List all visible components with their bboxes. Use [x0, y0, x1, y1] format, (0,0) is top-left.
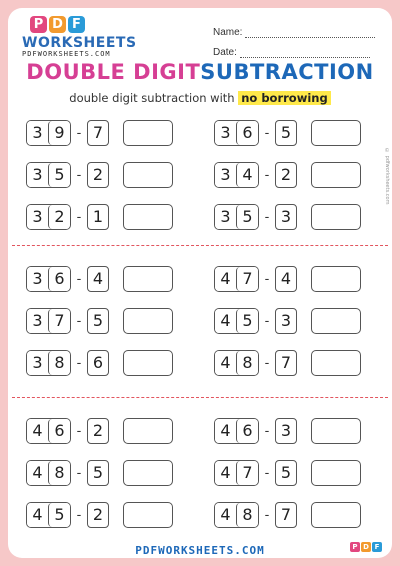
subtrahend-digit: 3	[275, 204, 297, 230]
minuend-tens-digit: 3	[27, 309, 48, 333]
minuend-tens-digit: 3	[27, 121, 48, 145]
logo-word: WORKSHEETS	[22, 35, 137, 51]
minuend-ones-digit: 5	[236, 205, 258, 229]
minuend-box	[214, 120, 259, 146]
minus-sign: -	[76, 271, 82, 287]
minus-sign: -	[264, 465, 270, 481]
minuend-tens-digit: 3	[27, 205, 48, 229]
minus-sign: -	[76, 209, 82, 225]
minuend-box	[214, 162, 259, 188]
minuend-tens-digit: 3	[27, 267, 48, 291]
subtraction-problem	[26, 350, 173, 376]
subtrahend-digit: 5	[87, 460, 109, 486]
subtrahend-digit: 5	[87, 308, 109, 334]
subtraction-problem	[26, 204, 173, 230]
minuend-ones-digit: 6	[236, 419, 258, 443]
minuend-ones-digit: 5	[48, 503, 70, 527]
minuend-box	[26, 350, 71, 376]
minuend-tens-digit: 4	[27, 461, 48, 485]
minuend-box	[26, 120, 71, 146]
subtraction-problem	[26, 418, 173, 444]
minuend-ones-digit: 7	[48, 309, 70, 333]
minuend-tens-digit: 4	[215, 267, 236, 291]
minus-sign: -	[76, 167, 82, 183]
mini-letter-p: P	[350, 542, 360, 552]
footer-site: PDFWORKSHEETS.COM	[135, 544, 265, 557]
subtraction-problem	[214, 204, 361, 230]
minuend-box	[26, 308, 71, 334]
subtraction-problem	[26, 460, 173, 486]
minuend-ones-digit: 2	[48, 205, 70, 229]
minus-sign: -	[264, 507, 270, 523]
minuend-tens-digit: 4	[27, 503, 48, 527]
answer-box[interactable]	[123, 460, 173, 486]
mini-letter-f: F	[372, 542, 382, 552]
minuend-ones-digit: 9	[48, 121, 70, 145]
answer-box[interactable]	[123, 418, 173, 444]
minuend-tens-digit: 4	[215, 419, 236, 443]
answer-box[interactable]	[311, 350, 361, 376]
answer-box[interactable]	[311, 308, 361, 334]
minuend-tens-digit: 3	[215, 205, 236, 229]
subtrahend-digit: 6	[87, 350, 109, 376]
minus-sign: -	[264, 423, 270, 439]
minuend-ones-digit: 6	[48, 267, 70, 291]
answer-box[interactable]	[123, 502, 173, 528]
subtrahend-digit: 5	[275, 460, 297, 486]
minuend-tens-digit: 4	[27, 419, 48, 443]
subtraction-problem	[26, 308, 173, 334]
subtrahend-digit: 7	[275, 350, 297, 376]
minuend-tens-digit: 4	[215, 351, 236, 375]
copyright-note: © pdfworksheets.com	[384, 148, 390, 205]
answer-box[interactable]	[123, 162, 173, 188]
section-divider-2	[12, 397, 388, 398]
answer-box[interactable]	[311, 502, 361, 528]
answer-box[interactable]	[123, 308, 173, 334]
subtrahend-digit: 7	[275, 502, 297, 528]
minuend-tens-digit: 3	[215, 121, 236, 145]
subtrahend-digit: 4	[87, 266, 109, 292]
minuend-box	[26, 204, 71, 230]
date-label: Date:	[213, 47, 237, 58]
minuend-box	[26, 266, 71, 292]
name-label: Name:	[213, 27, 243, 38]
minuend-tens-digit: 3	[215, 163, 236, 187]
minus-sign: -	[76, 125, 82, 141]
title-part-2: SUBTRACTION	[200, 60, 374, 84]
minuend-box	[214, 502, 259, 528]
minuend-ones-digit: 8	[48, 461, 70, 485]
subtraction-problem	[214, 502, 361, 528]
minuend-box	[26, 162, 71, 188]
minuend-tens-digit: 3	[27, 163, 48, 187]
answer-box[interactable]	[123, 204, 173, 230]
subtrahend-digit: 5	[275, 120, 297, 146]
minus-sign: -	[76, 507, 82, 523]
subtraction-problem	[214, 266, 361, 292]
minuend-tens-digit: 3	[27, 351, 48, 375]
minus-sign: -	[264, 125, 270, 141]
subtitle-highlight: no borrowing	[238, 91, 330, 105]
problems-area	[8, 8, 392, 558]
subtraction-problem	[26, 266, 173, 292]
subtitle-text: double digit subtraction with	[69, 91, 235, 105]
subtraction-problem	[214, 350, 361, 376]
minuend-box	[26, 460, 71, 486]
minuend-ones-digit: 8	[48, 351, 70, 375]
logo-letter-d: D	[49, 16, 66, 33]
minuend-tens-digit: 4	[215, 309, 236, 333]
title-part-1: DOUBLE DIGIT	[26, 60, 201, 84]
minus-sign: -	[76, 313, 82, 329]
minuend-box	[214, 350, 259, 376]
subtrahend-digit: 2	[87, 418, 109, 444]
answer-box[interactable]	[123, 350, 173, 376]
minuend-box	[214, 204, 259, 230]
minuend-ones-digit: 7	[236, 461, 258, 485]
minuend-box	[214, 266, 259, 292]
minuend-ones-digit: 5	[48, 163, 70, 187]
subtrahend-digit: 3	[275, 308, 297, 334]
subtraction-problem	[214, 308, 361, 334]
subtrahend-digit: 2	[275, 162, 297, 188]
section-divider-1	[12, 245, 388, 246]
worksheet-page	[8, 8, 392, 558]
minuend-tens-digit: 4	[215, 503, 236, 527]
minuend-box	[26, 502, 71, 528]
subtrahend-digit: 2	[87, 502, 109, 528]
minus-sign: -	[264, 271, 270, 287]
answer-box[interactable]	[311, 162, 361, 188]
subtrahend-digit: 7	[87, 120, 109, 146]
logo-site: PDFWORKSHEETS.COM	[22, 50, 111, 58]
minuend-ones-digit: 8	[236, 351, 258, 375]
minus-sign: -	[76, 423, 82, 439]
minuend-ones-digit: 5	[236, 309, 258, 333]
subtrahend-digit: 3	[275, 418, 297, 444]
minus-sign: -	[264, 209, 270, 225]
subtraction-problem	[214, 162, 361, 188]
answer-box[interactable]	[311, 266, 361, 292]
answer-box[interactable]	[311, 418, 361, 444]
subtraction-problem	[214, 120, 361, 146]
subtrahend-digit: 4	[275, 266, 297, 292]
minuend-ones-digit: 8	[236, 503, 258, 527]
minus-sign: -	[76, 465, 82, 481]
minuend-box	[214, 418, 259, 444]
mini-letter-d: D	[361, 542, 371, 552]
subtrahend-digit: 2	[87, 162, 109, 188]
minus-sign: -	[264, 355, 270, 371]
minus-sign: -	[264, 313, 270, 329]
answer-box[interactable]	[123, 120, 173, 146]
minuend-box	[214, 308, 259, 334]
logo-letter-f: F	[68, 16, 85, 33]
answer-box[interactable]	[311, 120, 361, 146]
footer-mini-logo	[350, 542, 382, 552]
minus-sign: -	[76, 355, 82, 371]
subtraction-problem	[26, 162, 173, 188]
minuend-ones-digit: 6	[48, 419, 70, 443]
subtraction-problem	[214, 418, 361, 444]
minuend-box	[214, 460, 259, 486]
minuend-ones-digit: 6	[236, 121, 258, 145]
answer-box[interactable]	[311, 204, 361, 230]
answer-box[interactable]	[123, 266, 173, 292]
minuend-box	[26, 418, 71, 444]
subtraction-problem	[214, 460, 361, 486]
subtrahend-digit: 1	[87, 204, 109, 230]
minuend-tens-digit: 4	[215, 461, 236, 485]
logo-letter-p: P	[30, 16, 47, 33]
subtraction-problem	[26, 502, 173, 528]
answer-box[interactable]	[311, 460, 361, 486]
subtraction-problem	[26, 120, 173, 146]
minus-sign: -	[264, 167, 270, 183]
minuend-ones-digit: 4	[236, 163, 258, 187]
minuend-ones-digit: 7	[236, 267, 258, 291]
